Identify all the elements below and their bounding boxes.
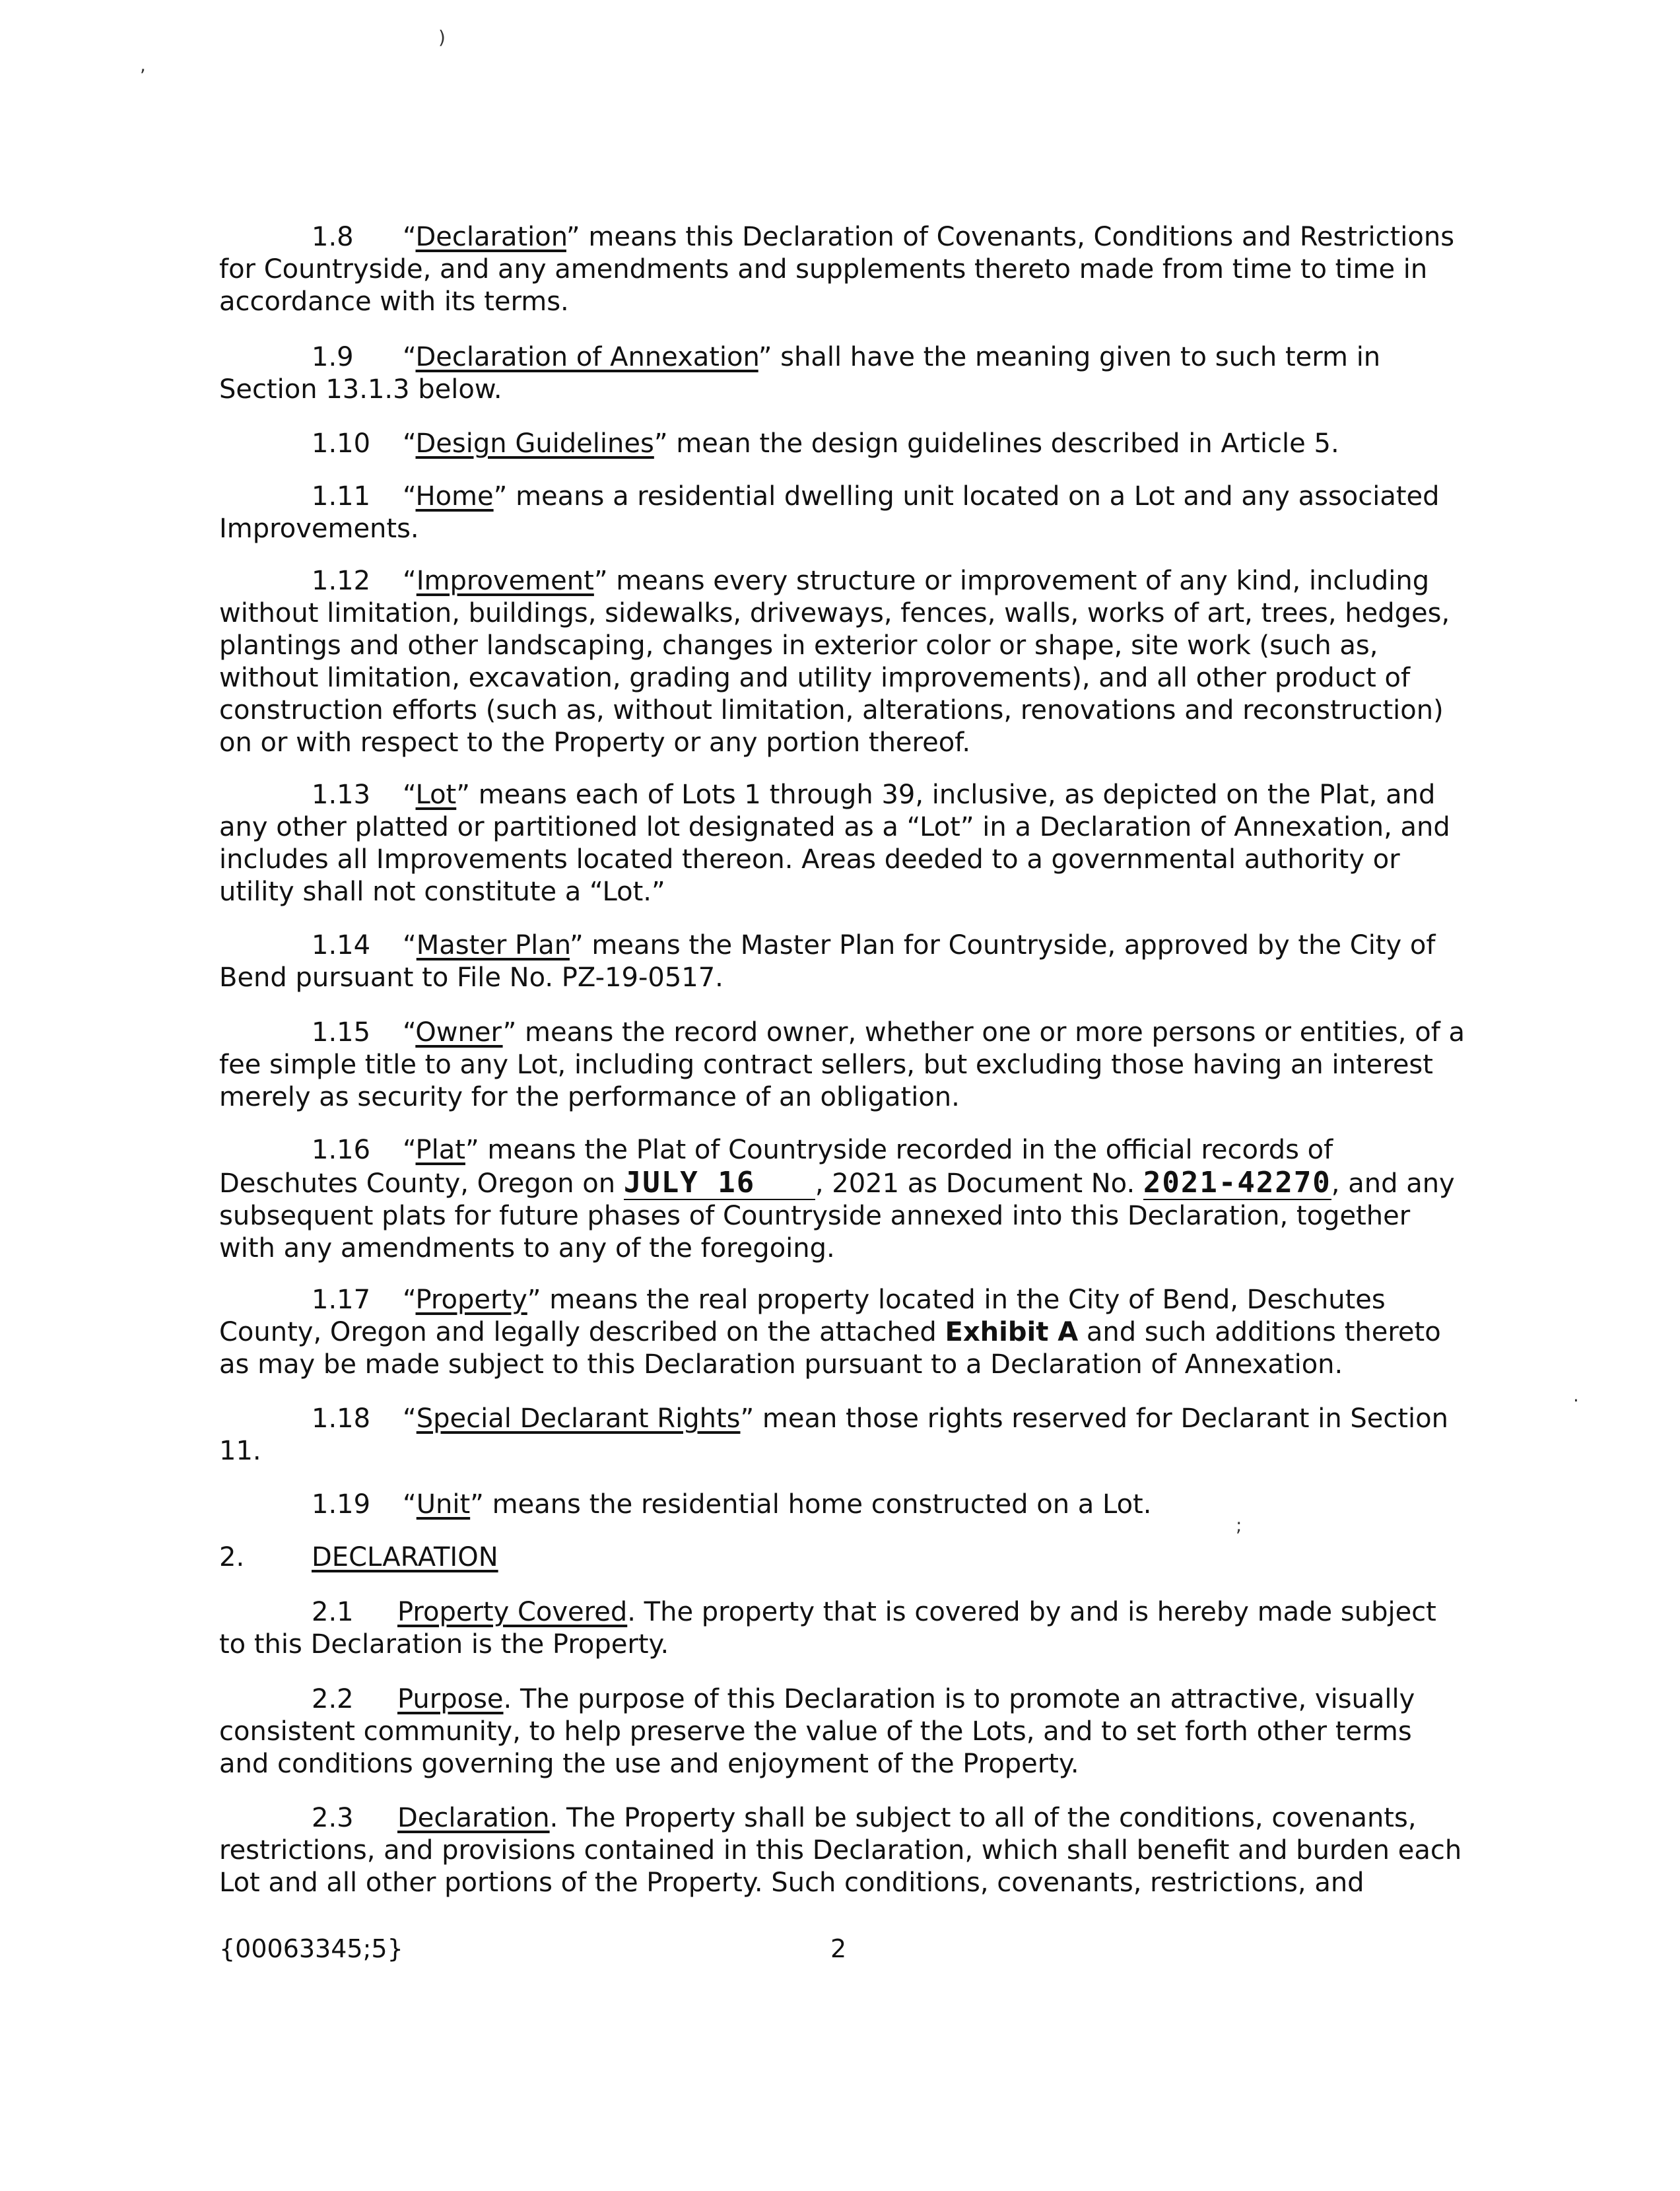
section-number: 1.12 [312,566,371,596]
section-number: 2.1 [312,1597,354,1627]
scan-mark: · [1573,1390,1579,1411]
quote: ” [654,428,668,459]
definition-text: means the record owner, whether one or more persons or entities, of a fee simple title to any Lot, including contract sellers, but excluding those having an interest merely as security for the performance of an obligation. [219,1017,1465,1112]
quote: “ [403,566,417,596]
defined-term: Unit [416,1489,471,1520]
quote: “ [403,1285,416,1315]
section-title: Purpose [397,1684,504,1714]
definition-1-18-tail [219,1435,1467,1467]
section-number: 1.17 [312,1285,371,1315]
definition-1-11 [219,481,1467,545]
section-2-3 [219,1802,1467,1899]
document-id: {00063345;5} [219,1934,403,1963]
section-number: 1.18 [312,1403,371,1434]
defined-term: Plat [415,1135,465,1165]
quote: “ [403,342,416,372]
section-number: 1.15 [312,1017,371,1048]
quote: “ [403,481,416,512]
section-number: 2. [219,1542,245,1572]
defined-term: Special Declarant Rights [416,1403,741,1434]
definition-1-16 [219,1134,1467,1265]
section-title: Property Covered [397,1597,628,1627]
quote: ” [493,481,508,512]
section-number: 2.2 [312,1684,354,1714]
definition-1-14 [219,929,1467,994]
section-number: 1.16 [312,1135,371,1165]
quote: ” [566,222,580,252]
section-heading: DECLARATION [312,1542,498,1572]
definition-1-18 [219,1403,1467,1435]
definition-text: shall have the meaning given to such term in Section 13.1.3 below. [219,342,1381,405]
quote: “ [403,1403,417,1434]
handwritten-document-number: 2021-42270 [1143,1166,1331,1199]
quote: “ [403,1489,417,1520]
quote: ” [527,1285,541,1315]
definition-text: mean the design guidelines described in Article 5. [667,428,1339,459]
definition-text: mean those rights reserved for Declarant in Section [754,1403,1448,1434]
exhibit-reference: Exhibit A [945,1317,1079,1347]
section-text: . The purpose of this Declaration is to promote an attractive, visually consistent community, to help preserve the value of the Lots, and to set forth other terms and conditions governing the use and enjoyment of the Property. [219,1684,1415,1779]
definition-text: means the Master Plan for Countryside, approved by the City of Bend pursuant to File No. PZ-19-0517. [219,930,1436,993]
section-number: 1.9 [312,342,354,372]
definition-text: means the real property located in the City of Bend, Deschutes County, Oregon and legally described on the attached [219,1285,1386,1347]
defined-term: Lot [415,780,457,810]
definition-text: and such additions thereto as may be made subject to this Declaration pursuant to a Declaration of Annexation. [219,1317,1441,1380]
definition-1-15 [219,1017,1467,1114]
scan-mark: , [140,54,146,76]
section-number: 1.19 [312,1489,371,1520]
defined-term: Improvement [416,566,594,596]
defined-term: Home [415,481,494,512]
quote: ” [740,1403,755,1434]
quote: ” [569,930,584,961]
definition-text: means a residential dwelling unit located on a Lot and any associated Improvements. [219,481,1440,544]
quote: ” [465,1135,479,1165]
defined-term: Owner [415,1017,503,1048]
defined-term: Declaration [415,222,566,252]
definition-text: means the Plat of Countryside recorded in the official records of Deschutes County, Oregon on [219,1135,1333,1199]
definition-1-17 [219,1284,1467,1381]
definition-text: means the residential home constructed on a Lot. [483,1489,1152,1520]
handwritten-date: JULY 16 [624,1166,815,1200]
section-number: 1.8 [312,222,354,252]
definition-text: means this Declaration of Covenants, Conditions and Restrictions for Countryside, and any amendments and supplements thereto made from time to time in accordance with its terms. [219,222,1455,317]
defined-term: Design Guidelines [415,428,654,459]
section-text: . The property that is covered by and is hereby made subject to this Declaration is the Property. [219,1597,1436,1660]
section-text: . The Property shall be subject to all of the conditions, covenants, restrictions, and provisions contained in this Declaration, which shall benefit and burden each Lot and all other portions of the Property. Such conditions, covenants, restrictions, and [219,1803,1462,1898]
definition-text: , and any subsequent plats for future phases of Countryside annexed into this Declaration, together with any amendments to any of the foregoing. [219,1168,1455,1264]
section-number: 2.3 [312,1803,354,1833]
definition-1-8 [219,221,1467,318]
defined-term: Declaration of Annexation [415,342,758,372]
section-number: 1.10 [312,428,371,459]
section-number: 1.11 [312,481,371,512]
quote: ” [502,1017,517,1048]
quote: ” [456,780,470,810]
defined-term: Master Plan [416,930,570,961]
quote: “ [403,222,416,252]
quote: “ [403,1017,416,1048]
section-title: Declaration [397,1803,550,1833]
quote: ” [593,566,608,596]
quote: “ [403,428,416,459]
section-2-2 [219,1683,1467,1780]
section-2-1 [219,1596,1467,1661]
definition-text: means every structure or improvement of any kind, including without limitation, buildings, sidewalks, driveways, fences, walls, works of art, trees, hedges, plantings and other landscaping, changes in exterior color or shape, site work (such as, without limitation, excavation, grading and utility improvements), and all other product of construction efforts (such as, without limitation, alterations, renovations and reconstruction) on or with respect to the Property or any portion thereof. [219,566,1450,758]
quote: ” [758,342,772,372]
scan-mark: ) [438,26,446,48]
section-number: 1.13 [312,780,371,810]
quote: “ [403,930,417,961]
scan-mark: ; [1236,1514,1242,1536]
section-2-heading [219,1541,1467,1574]
quote: “ [403,1135,416,1165]
definition-1-19 [219,1489,1467,1521]
definition-text: , 2021 as Document No. [815,1168,1143,1199]
definition-1-9 [219,341,1467,406]
defined-term: Property [415,1285,527,1315]
section-number: 1.14 [312,930,371,961]
definition-1-10 [219,428,1467,460]
definition-text: 11. [219,1436,261,1466]
page-number: 2 [830,1934,847,1963]
definition-1-13 [219,779,1467,908]
definition-1-12 [219,565,1467,759]
quote: “ [403,780,416,810]
definition-text: means each of Lots 1 through 39, inclusive, as depicted on the Plat, and any other platted or partitioned lot designated as a “Lot” in a Declaration of Annexation, and includes all Improvements located thereon. Areas deeded to a governmental authority or utility shall not constitute a “Lot.” [219,780,1450,907]
quote: ” [470,1489,484,1520]
